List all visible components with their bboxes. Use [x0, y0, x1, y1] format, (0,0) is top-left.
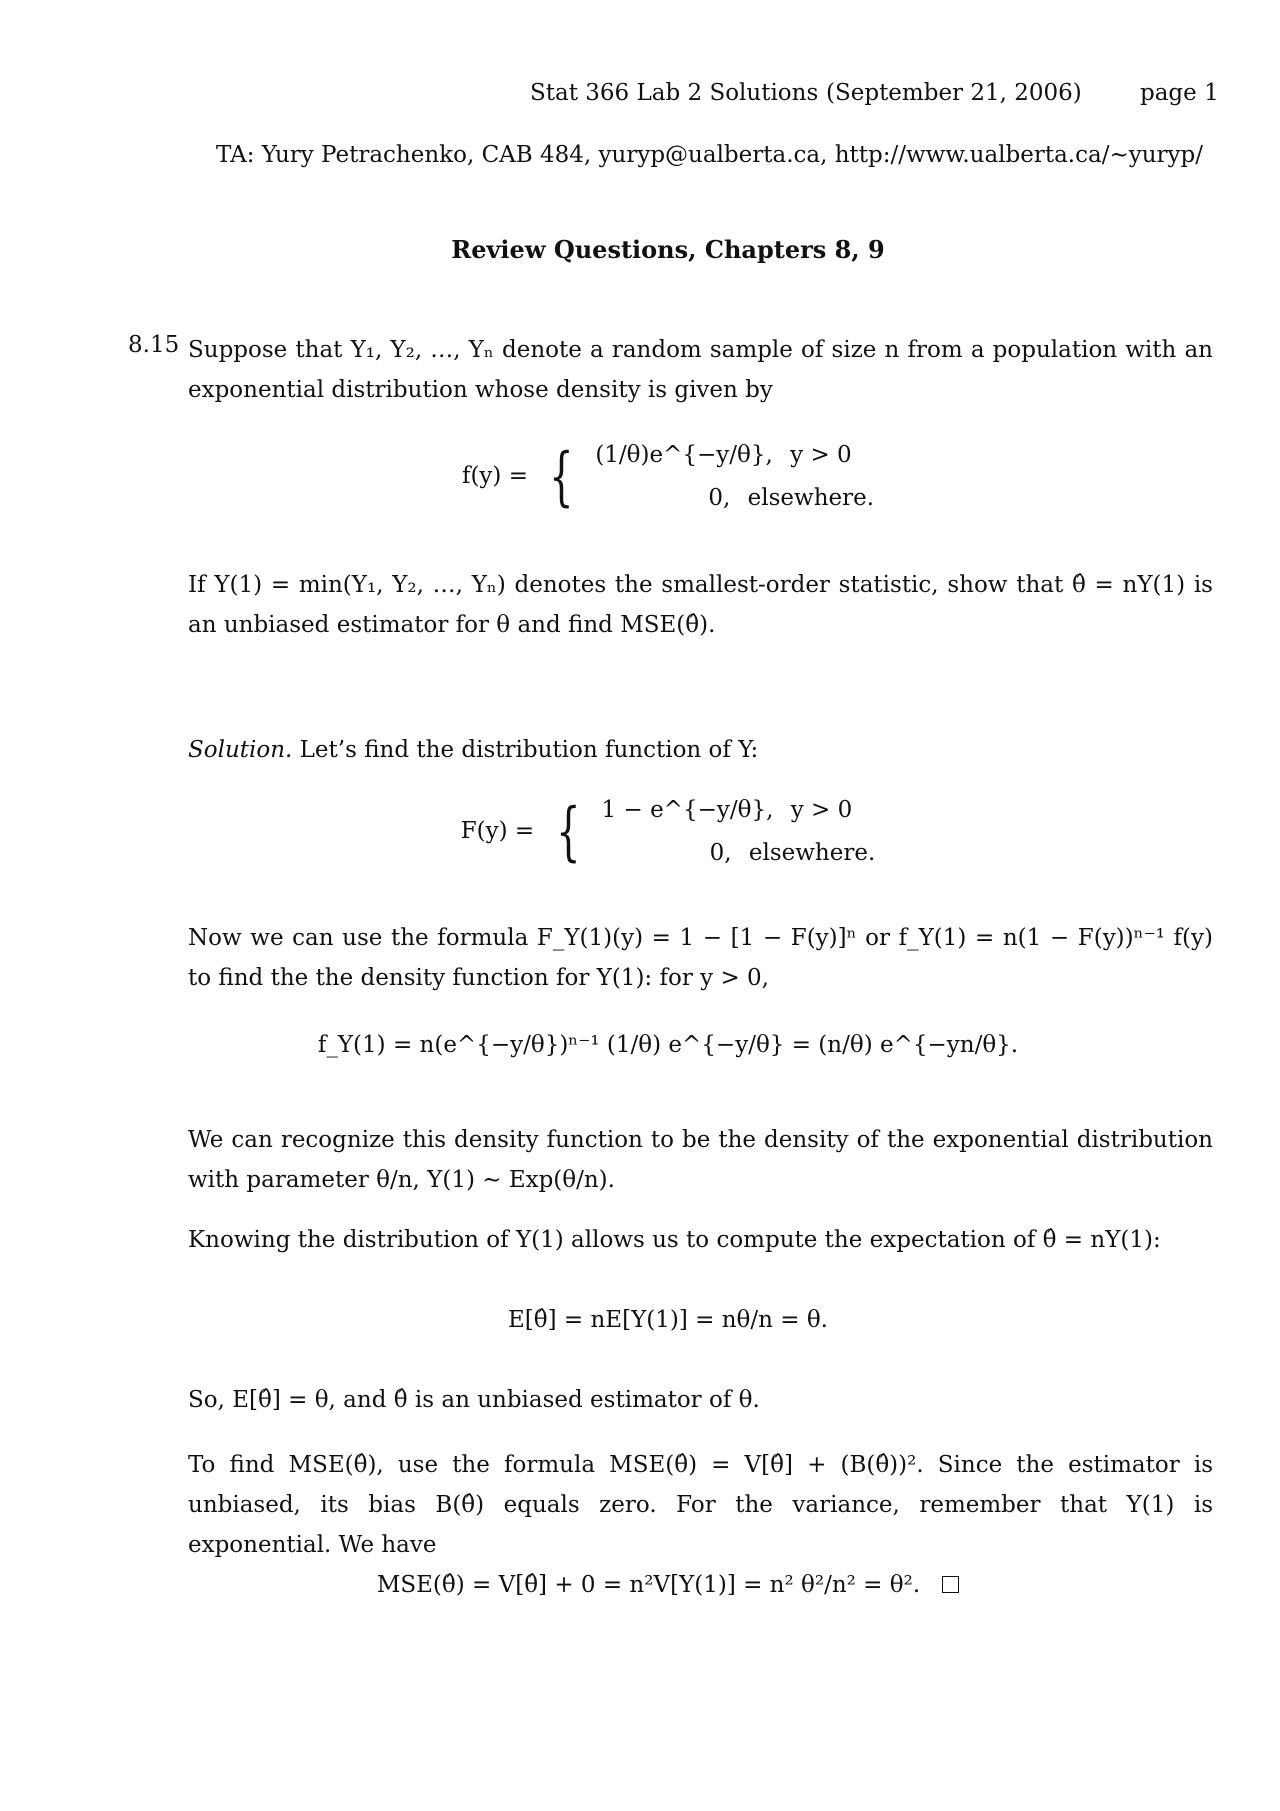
mse-paragraph: To find MSE(θ̂), use the formula MSE(θ̂) = V[θ̂] + (B(θ̂))². Since the estimator is unbiased, its bias B(θ̂) equals zero. For the variance, remember that Y(1) is exponential. We have [188, 1452, 1213, 1558]
cdf-case1-expr: 1 − e^{−y/θ}, [601, 797, 774, 823]
knowing-paragraph: Knowing the distribution of Y(1) allows us to compute the expectation of θ̂ = nY(1): [188, 1227, 1161, 1253]
cdf-cases [602, 795, 876, 869]
cdf-equation [0, 795, 1280, 869]
formula-paragraph: Now we can use the formula F_Y(1)(y) = 1 − [1 − F(y)]ⁿ or f_Y(1) = n(1 − F(y))ⁿ⁻¹ f(y) to find the the density function for Y(1): for y > 0, [188, 925, 1213, 991]
solution-intro [188, 735, 1213, 766]
expectation-equation: E[θ̂] = nE[Y(1)] = nθ/n = θ. [508, 1307, 828, 1333]
section-title: Review Questions, Chapters 8, 9 [451, 235, 885, 264]
density-case1-cond: y > 0 [790, 442, 852, 468]
unbiased-paragraph: So, E[θ̂] = θ, and θ̂ is an unbiased estimator of θ. [188, 1387, 760, 1413]
density-case-1 [595, 440, 874, 471]
cdf-case2-cond: elsewhere. [748, 840, 876, 867]
density-case2-cond: elsewhere. [747, 485, 875, 512]
cdf-case-1 [602, 795, 876, 826]
density-cases [595, 440, 874, 514]
density-derivation-equation: f_Y(1) = n(e^{−y/θ})ⁿ⁻¹ (1/θ) e^{−y/θ} = (n/θ) e^{−yn/θ}. [317, 1032, 1019, 1058]
cdf-case2-expr: 0, [709, 840, 732, 867]
density-equation [0, 440, 1280, 514]
problem-number: 8.15 [128, 332, 180, 358]
header-ta-line: TA: Yury Petrachenko, CAB 484, yuryp@ualberta.ca, http://www.ualberta.ca/∼yuryp/ [216, 142, 1204, 168]
mse-equation [0, 1570, 1280, 1601]
problem-statement: If Y(1) = min(Y₁, Y₂, …, Yₙ) denotes the smallest-order statistic, show that θ̂ = nY(1) is an unbiased estimator for θ and find MSE(θ̂). [188, 572, 1213, 638]
qed-square-icon [942, 1576, 959, 1593]
header-page-number: page 1 [1140, 80, 1219, 106]
left-brace: { [549, 440, 574, 515]
solution-label: Solution. [188, 737, 293, 763]
cdf-case-2 [602, 838, 876, 869]
density-case-2 [595, 483, 874, 514]
solution-line1: Let’s find the distribution function of Y: [299, 737, 759, 763]
left-brace: { [555, 795, 581, 870]
cdf-lhs: F(y) = [460, 818, 535, 845]
header-title: Stat 366 Lab 2 Solutions [530, 80, 819, 106]
density-lhs: f(y) = [461, 463, 528, 490]
cdf-case1-cond: y > 0 [790, 797, 853, 823]
density-case2-expr: 0, [708, 485, 731, 512]
recognize-paragraph: We can recognize this density function to be the density of the exponential distribution with parameter θ/n, Y(1) ∼ Exp(θ/n). [188, 1127, 1213, 1193]
problem-intro: Suppose that Y₁, Y₂, …, Yₙ denote a random sample of size n from a population with an exponential distribution whose density is given by [188, 337, 1213, 403]
mse-equation-text: MSE(θ̂) = V[θ̂] + 0 = n²V[Y(1)] = n² θ²/n² = θ². [376, 1572, 921, 1598]
header-date: (September 21, 2006) [826, 80, 1082, 106]
density-case1-expr: (1/θ)e^{−y/θ}, [595, 442, 773, 468]
